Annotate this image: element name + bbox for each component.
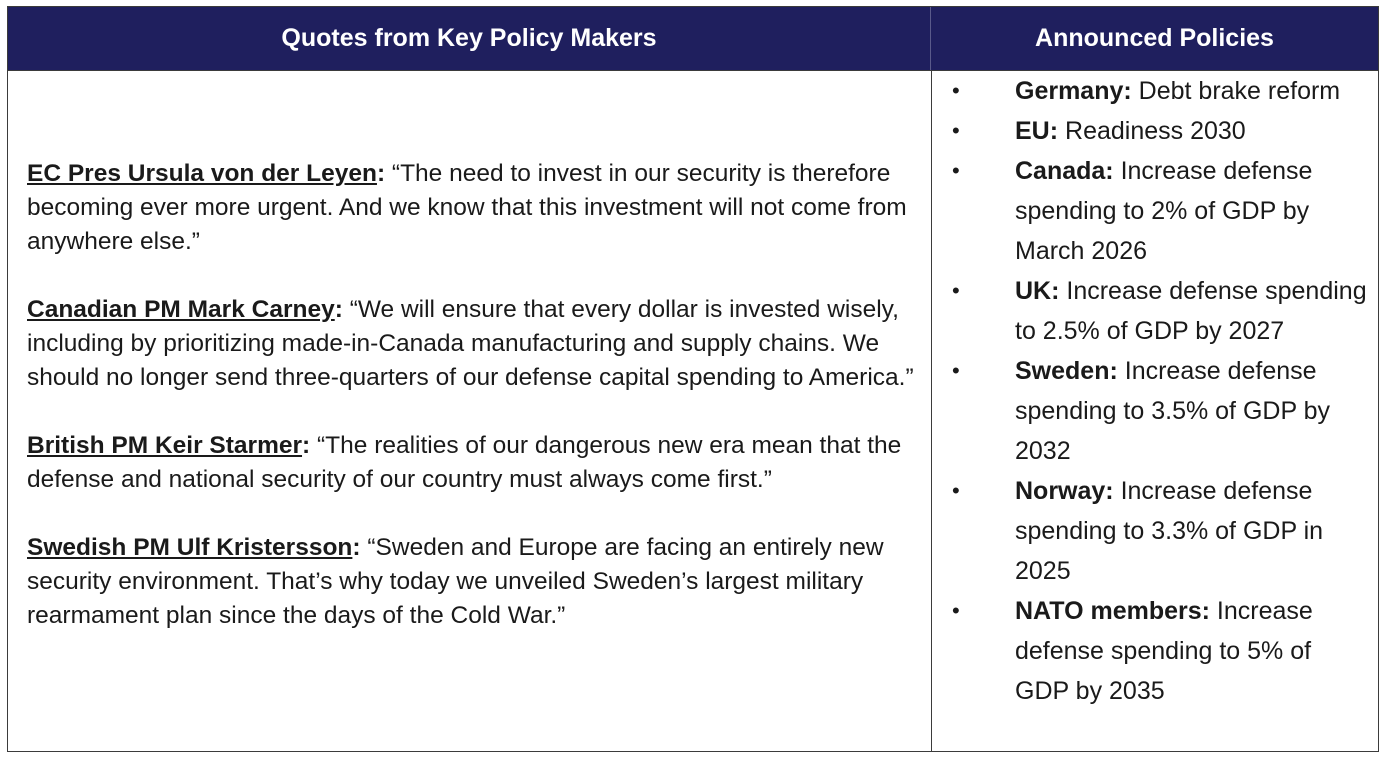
policy-item bbox=[948, 111, 1368, 151]
quote-colon: : bbox=[376, 160, 386, 187]
quote-speaker: EC Pres Ursula von der Leyen bbox=[27, 160, 377, 187]
policy-country: Norway: bbox=[1015, 477, 1114, 505]
bullet-icon: • bbox=[952, 158, 960, 183]
table-header bbox=[8, 7, 1378, 71]
quotes-cell bbox=[27, 157, 922, 667]
policy-text: Increase defense spending to 2.5% of GDP by 2027 bbox=[1015, 277, 1367, 345]
policy-item bbox=[948, 271, 1368, 351]
column-divider bbox=[931, 70, 932, 751]
policy-text: Increase defense spending to 5% of GDP by 2035 bbox=[1015, 597, 1313, 705]
quote-item bbox=[27, 157, 922, 259]
policy-country: Sweden: bbox=[1015, 357, 1118, 385]
bullet-icon: • bbox=[952, 118, 960, 143]
quote-text: “The need to invest in our security is therefore becoming ever more urgent. And we know that this investment will not come from anywhere else.” bbox=[27, 160, 907, 255]
policy-item bbox=[948, 351, 1368, 471]
policy-text: Readiness 2030 bbox=[1058, 117, 1246, 145]
policy-country: Canada: bbox=[1015, 157, 1114, 185]
policies-list bbox=[948, 71, 1368, 711]
bullet-icon: • bbox=[952, 358, 960, 383]
policy-item bbox=[948, 471, 1368, 591]
bullet-icon: • bbox=[952, 598, 960, 623]
quote-colon: : bbox=[352, 534, 361, 561]
quote-colon: : bbox=[334, 296, 343, 323]
policy-text: Increase defense spending to 3.5% of GDP by 2032 bbox=[1015, 357, 1331, 465]
bullet-icon: • bbox=[952, 478, 960, 503]
bullet-icon: • bbox=[952, 78, 960, 103]
policy-country: UK: bbox=[1015, 277, 1060, 305]
policy-text: Increase defense spending to 3.3% of GDP in 2025 bbox=[1015, 477, 1324, 585]
policy-text: Increase defense spending to 2% of GDP by March 2026 bbox=[1015, 157, 1313, 265]
policy-country: NATO members: bbox=[1015, 597, 1210, 625]
quote-text: “Sweden and Europe are facing an entirely new security environment. That’s why today we unveiled Sweden’s largest military rearmament plan since the days of the Cold War.” bbox=[27, 534, 884, 629]
quote-text: “We will ensure that every dollar is invested wisely, including by prioritizing made-in-Canada manufacturing and supply chains. We should no longer send three-quarters of our defense capital spending to America.” bbox=[27, 296, 914, 391]
quote-item bbox=[27, 293, 922, 395]
quote-text: “The realities of our dangerous new era mean that the defense and national security of our country must always come first.” bbox=[27, 432, 902, 493]
policy-item bbox=[948, 71, 1368, 111]
quote-colon: : bbox=[302, 432, 311, 459]
quote-speaker: Canadian PM Mark Carney bbox=[27, 296, 335, 323]
policy-country: Germany: bbox=[1015, 77, 1132, 105]
quote-speaker: British PM Keir Starmer bbox=[27, 432, 303, 459]
policy-table bbox=[7, 6, 1379, 752]
policy-text: Debt brake reform bbox=[1131, 77, 1341, 105]
quotes-column-header: Quotes from Key Policy Makers bbox=[8, 7, 931, 70]
quote-item bbox=[27, 531, 922, 633]
policy-country: EU: bbox=[1015, 117, 1059, 145]
quote-item bbox=[27, 429, 922, 497]
policy-item bbox=[948, 151, 1368, 271]
quote-speaker: Swedish PM Ulf Kristersson bbox=[27, 534, 353, 561]
policy-item bbox=[948, 591, 1368, 711]
bullet-icon: • bbox=[952, 278, 960, 303]
policies-column-header: Announced Policies bbox=[1035, 24, 1274, 52]
